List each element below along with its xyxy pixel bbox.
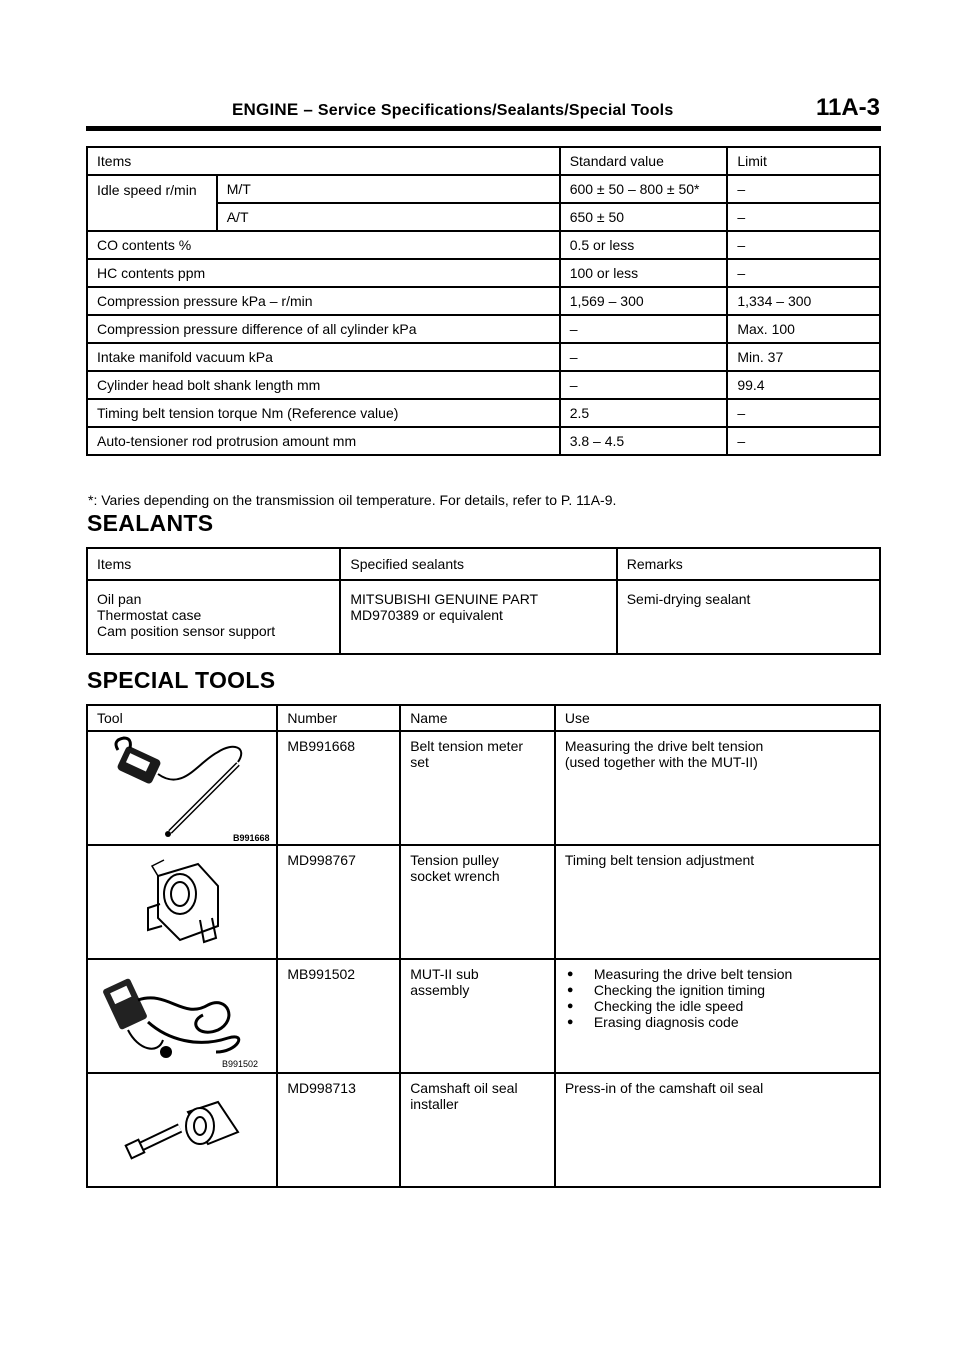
title-sub: Service Specifications/Sealants/Special Tools — [317, 102, 674, 119]
item-cell: HC contents ppm — [87, 259, 560, 287]
table-row — [87, 287, 880, 315]
page-header — [86, 92, 880, 122]
tool-name-line: MUT-II sub — [410, 966, 479, 982]
tool-use-list — [565, 966, 879, 1030]
sealant-item: Oil pan — [97, 591, 142, 607]
table-row — [87, 427, 880, 455]
tool-name-line: socket wrench — [410, 868, 500, 884]
tool-number: MB991502 — [277, 959, 400, 1073]
table-row — [87, 959, 880, 1073]
page-title — [232, 100, 673, 120]
header-number: Number — [277, 705, 400, 731]
table-row — [87, 580, 880, 654]
header-limit: Limit — [727, 147, 880, 175]
socket-wrench-icon — [88, 846, 279, 958]
table-row — [87, 731, 880, 845]
tool-name-line: Belt tension meter — [410, 738, 524, 754]
item-cell: Intake manifold vacuum kPa — [87, 343, 560, 371]
standard-cell: 1,569 – 300 — [560, 287, 728, 315]
item-cell: Auto-tensioner rod protrusion amount mm — [87, 427, 560, 455]
tool-name-cell — [400, 731, 555, 845]
limit-cell: – — [727, 427, 880, 455]
specified-line: MD970389 or equivalent — [350, 607, 503, 623]
special-tools-heading: SPECIAL TOOLS — [87, 667, 276, 693]
tool-name-cell — [400, 959, 555, 1073]
tool-name-cell — [400, 1073, 555, 1187]
tool-name-cell — [400, 845, 555, 959]
header-items: Items — [87, 147, 560, 175]
title-separator: – — [298, 100, 318, 119]
item-cell: Compression pressure kPa – r/min — [87, 287, 560, 315]
idle-mt-label: M/T — [217, 175, 560, 203]
standard-cell: 2.5 — [560, 399, 728, 427]
list-item: ● Erasing diagnosis code — [565, 1014, 879, 1030]
list-item: ● Measuring the drive belt tension — [565, 966, 879, 982]
table-row — [87, 343, 880, 371]
tool-use-cell — [555, 845, 880, 959]
tool-name-line: installer — [410, 1096, 459, 1112]
tool-number: MD998767 — [277, 845, 400, 959]
tool-code-label: B991502 — [222, 1059, 259, 1069]
remarks-cell: Semi-drying sealant — [617, 580, 880, 654]
tool-number: MB991668 — [277, 731, 400, 845]
standard-cell: – — [560, 371, 728, 399]
limit-cell: 1,334 – 300 — [727, 287, 880, 315]
standard-cell: – — [560, 315, 728, 343]
idle-at-label: A/T — [217, 203, 560, 231]
tool-use-line: Measuring the drive belt tension — [564, 738, 764, 754]
list-item: ● Checking the idle speed — [565, 998, 879, 1014]
spec-footnote: *: Varies depending on the transmission oil temperature. For details, refer to P. 11A-9. — [88, 492, 617, 508]
sealant-item: Thermostat case — [97, 607, 202, 623]
page-number: 11A-3 — [815, 94, 880, 121]
item-cell: CO contents % — [87, 231, 560, 259]
table-row — [87, 259, 880, 287]
tool-use-cell — [555, 959, 880, 1073]
idle-mt-limit: – — [727, 175, 880, 203]
header-standard-value: Standard value — [560, 147, 728, 175]
limit-cell: 99.4 — [727, 371, 880, 399]
tool-code-label: B991668 — [233, 833, 270, 843]
limit-cell: – — [727, 399, 880, 427]
table-row — [87, 845, 880, 959]
limit-cell: Min. 37 — [727, 343, 880, 371]
limit-cell: – — [727, 259, 880, 287]
tool-name-line: assembly — [410, 982, 470, 998]
header-use: Use — [555, 705, 880, 731]
sealant-item: Cam position sensor support — [97, 623, 276, 639]
tool-number: MD998713 — [277, 1073, 400, 1187]
header-name: Name — [400, 705, 555, 731]
title-main: ENGINE — [232, 100, 299, 119]
header-items: Items — [87, 548, 340, 580]
tool-use-line: Timing belt tension adjustment — [564, 852, 755, 868]
header-remarks: Remarks — [617, 548, 880, 580]
table-row — [87, 175, 880, 203]
belt-tension-meter-icon — [88, 732, 279, 844]
specified-sealant-cell — [340, 580, 616, 654]
tool-name-line: Tension pulley — [410, 852, 499, 868]
idle-speed-label: Idle speed r/min — [87, 175, 217, 231]
standard-cell: 3.8 – 4.5 — [560, 427, 728, 455]
table-header-row — [87, 705, 880, 731]
tool-name-line: set — [410, 754, 429, 770]
header-specified-sealants: Specified sealants — [340, 548, 616, 580]
item-cell: Compression pressure difference of all cylinder kPa — [87, 315, 560, 343]
item-cell: Cylinder head bolt shank length mm — [87, 371, 560, 399]
table-row — [87, 315, 880, 343]
idle-mt-standard: 600 ± 50 – 800 ± 50* — [560, 175, 728, 203]
tool-image-cell — [87, 1073, 277, 1187]
tool-image-cell — [87, 845, 277, 959]
tool-use-cell — [555, 731, 880, 845]
tool-image-cell — [87, 731, 277, 845]
idle-at-limit: – — [727, 203, 880, 231]
special-tools-table — [86, 704, 881, 1188]
table-header-row — [87, 548, 880, 580]
table-row — [87, 1073, 880, 1187]
list-item: ● Checking the ignition timing — [565, 982, 879, 998]
idle-at-standard: 650 ± 50 — [560, 203, 728, 231]
standard-cell: 0.5 or less — [560, 231, 728, 259]
sealants-table — [86, 547, 881, 655]
service-spec-table — [86, 146, 881, 456]
sealants-heading: SEALANTS — [87, 510, 214, 536]
limit-cell: – — [727, 231, 880, 259]
tool-image-cell — [87, 959, 277, 1073]
item-cell: Timing belt tension torque Nm (Reference value) — [87, 399, 560, 427]
table-row — [87, 231, 880, 259]
table-row — [87, 371, 880, 399]
header-tool: Tool — [87, 705, 277, 731]
camshaft-oil-seal-installer-icon — [88, 1074, 279, 1186]
sealant-items-cell — [87, 580, 340, 654]
tool-use-line: Press-in of the camshaft oil seal — [564, 1080, 764, 1096]
standard-cell: 100 or less — [560, 259, 728, 287]
tool-use-line: (used together with the MUT-II) — [564, 754, 758, 770]
table-header-row — [87, 147, 880, 175]
tool-use-cell — [555, 1073, 880, 1187]
specified-line: MITSUBISHI GENUINE PART — [350, 591, 539, 607]
standard-cell: – — [560, 343, 728, 371]
tool-name-line: Camshaft oil seal — [410, 1080, 518, 1096]
table-row — [87, 399, 880, 427]
header-rule — [86, 126, 881, 131]
limit-cell: Max. 100 — [727, 315, 880, 343]
